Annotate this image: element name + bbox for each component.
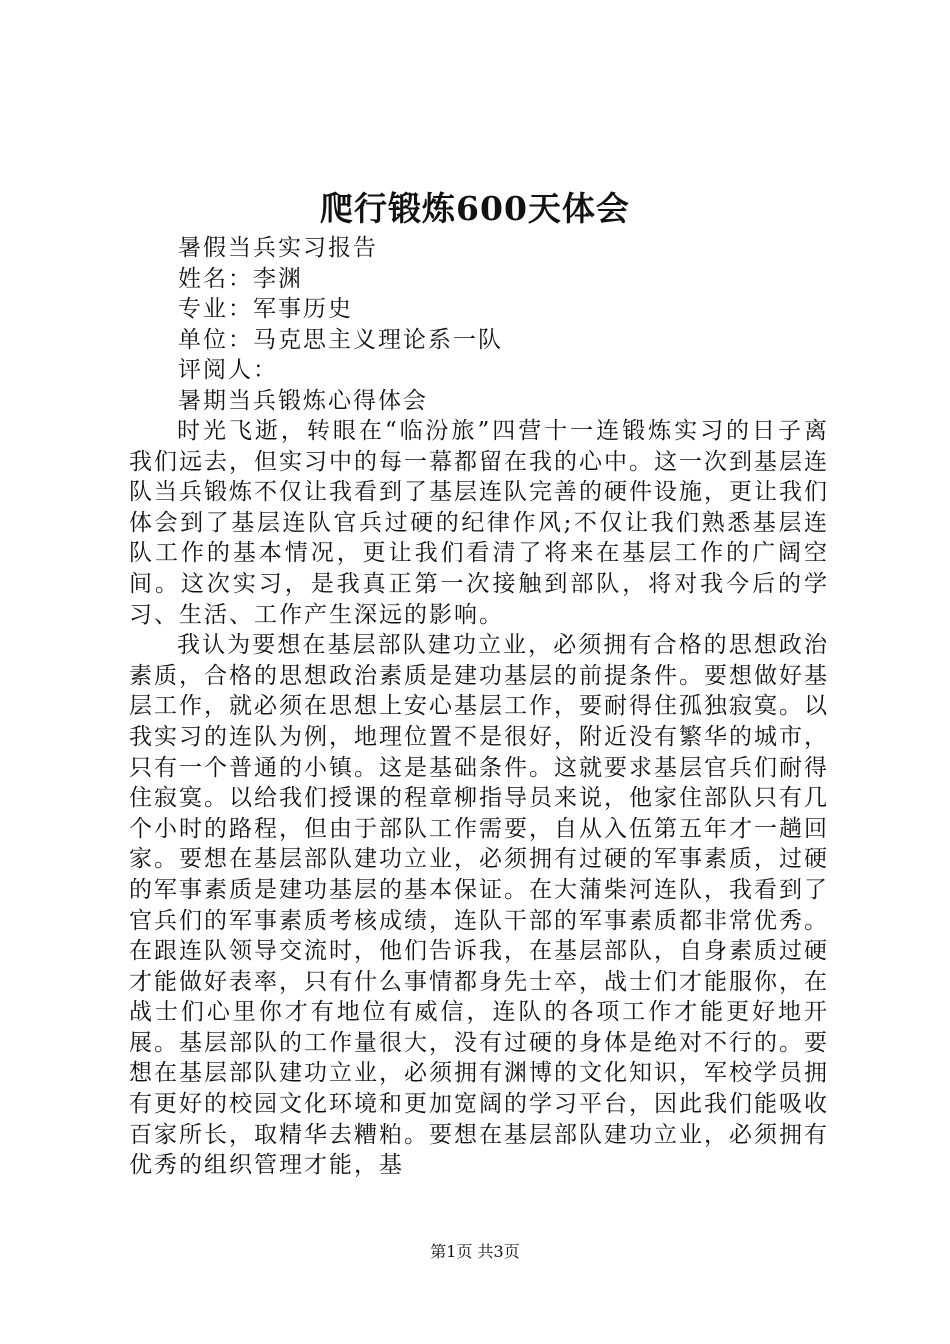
document-title: 爬行锻炼600天体会 xyxy=(320,189,630,228)
body-paragraph: 时光飞逝，转眼在“临汾旅”四营十一连锻炼实习的日子离我们远去，但实习中的每一幕都留在我的心中。这一次到基层连队当兵锻炼不仅让我看到了基层连队完善的硬件设施，更让我们体会到了基层连队官兵过硬的纪律作风;不仅让我们熟悉基层连队工作的基本情况，更让我们看清了将来在基层工作的广阔空间。这次实习，是我真正第一次接触到部队，将对我今后的学习、生活、工作产生深远的影响。 xyxy=(129,418,829,628)
document-body xyxy=(129,416,829,1181)
document-meta xyxy=(178,233,828,416)
meta-major: 专业：军事历史 xyxy=(178,296,353,322)
meta-unit: 单位：马克思主义理论系一队 xyxy=(178,326,503,353)
meta-report-type: 暑假当兵实习报告 xyxy=(178,235,378,261)
page-footer: 第1页 共3页 xyxy=(430,1242,520,1261)
meta-subtitle: 暑期当兵锻炼心得体会 xyxy=(178,387,428,414)
meta-name: 姓名：李渊 xyxy=(178,265,303,292)
body-paragraph: 我认为要想在基层部队建功立业，必须拥有合格的思想政治素质，合格的思想政治素质是建功基层的前提条件。要想做好基层工作，就必须在思想上安心基层工作，要耐得住孤独寂寞。以我实习的连队为例，地理位置不是很好，附近没有繁华的城市，只有一个普通的小镇。这是基础条件。这就要求基层官兵们耐得住寂寞。以给我们授课的程章柳指导员来说，他家住部队只有几个小时的路程，但由于部队工作需要，自从入伍第五年才一趟回家。要想在基层部队建功立业，必须拥有过硬的军事素质，过硬的军事素质是建功基层的基本保证。在大蒲柴河连队，我看到了官兵们的军事素质考核成绩，连队干部的军事素质都非常优秀。在跟连队领导交流时，他们告诉我，在基层部队，自身素质过硬才能做好表率，只有什么事情都身先士卒，战士们才能服你，在战士们心里你才有地位有威信，连队的各项工作才能更好地开展。基层部队的工作量很大，没有过硬的身体是绝对不行的。要想在基层部队建功立业，必须拥有渊博的文化知识，军校学员拥有更好的校园文化环境和更加宽阔的学习平台，因此我们能吸收百家所长，取精华去糟粕。要想在基层部队建功立业，必须拥有优秀的组织管理才能，基 xyxy=(129,632,829,1179)
meta-reviewer: 评阅人： xyxy=(178,357,278,383)
